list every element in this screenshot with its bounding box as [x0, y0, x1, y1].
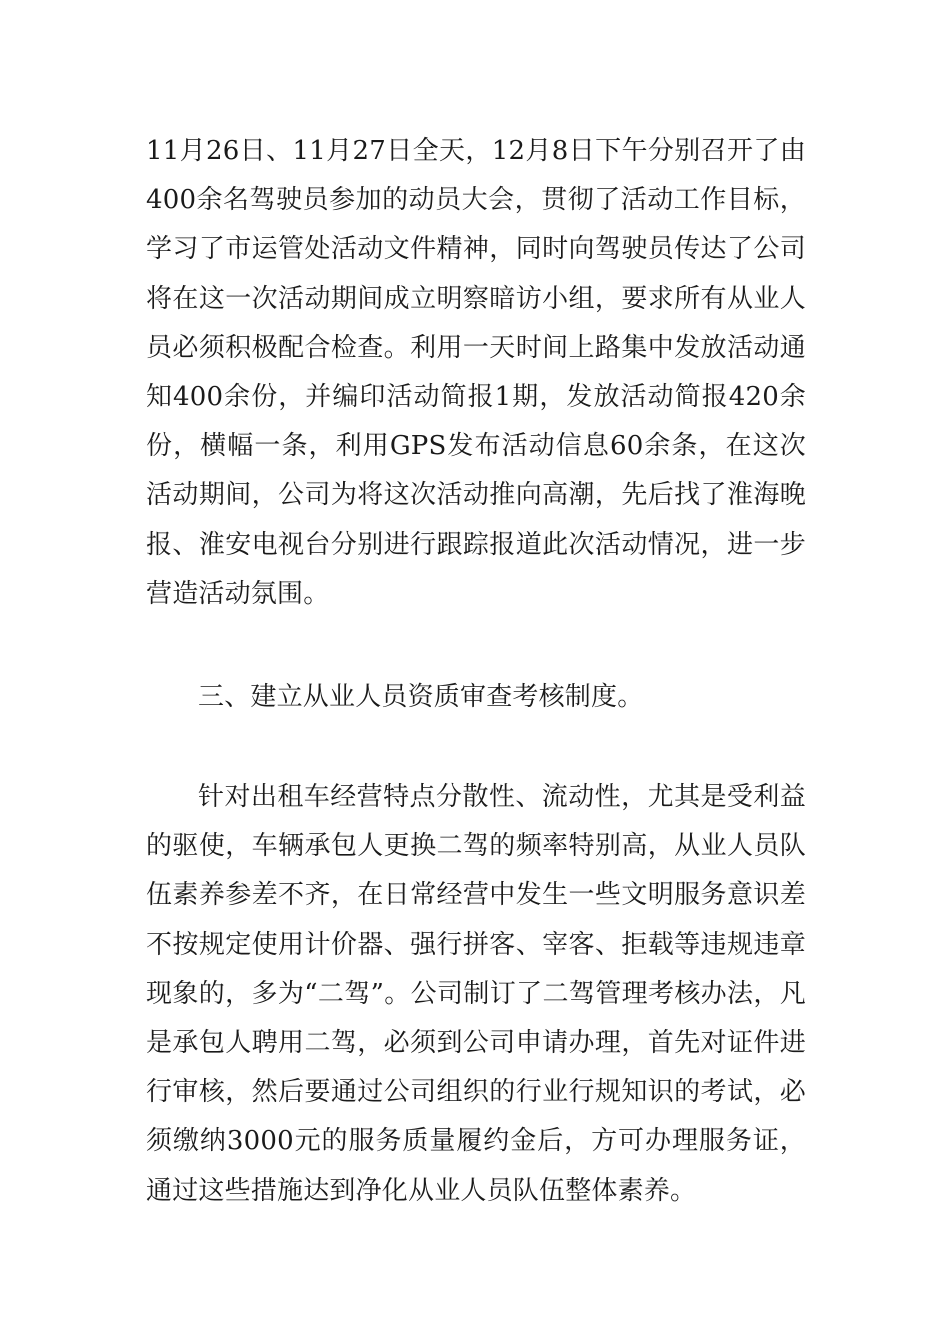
body-paragraph: 11月26日、11月27日全天，12月8日下午分别召开了由400余名驾驶员参加的动员大会，贯彻了活动工作目标，学习了市运管处活动文件精神，同时向驾驶员传达了公司将在这一次活动期间成立明察暗访小组，要求所有从业人员必须积极配合检查。利用一天时间上路集中发放活动通知400余份，并编印活动简报1期，发放活动简报420余份，横幅一条，利用GPS发布活动信息60余条，在这次活动期间，公司为将这次活动推向高潮，先后找了淮海晚报、淮安电视台分别进行跟踪报道此次活动情况，进一步营造活动氛围。 — [146, 136, 806, 609]
section-heading: 三、建立从业人员资质审查考核制度。 — [198, 682, 644, 712]
body-paragraph: 针对出租车经营特点分散性、流动性，尤其是受利益的驱使，车辆承包人更换二驾的频率特别高，从业人员队伍素养参差不齐，在日常经营中发生一些文明服务意识差不按规定使用计价器、强行拼客、宰客、拒载等违规违章现象的，多为“二驾”。公司制订了二驾管理考核办法，凡是承包人聘用二驾，必须到公司申请办理，首先对证件进行审核，然后要通过公司组织的行业行规知识的考试，必须缴纳3000元的服务质量履约金后，方可办理服务证，通过这些措施达到净化从业人员队伍整体素养。 — [146, 782, 806, 1206]
